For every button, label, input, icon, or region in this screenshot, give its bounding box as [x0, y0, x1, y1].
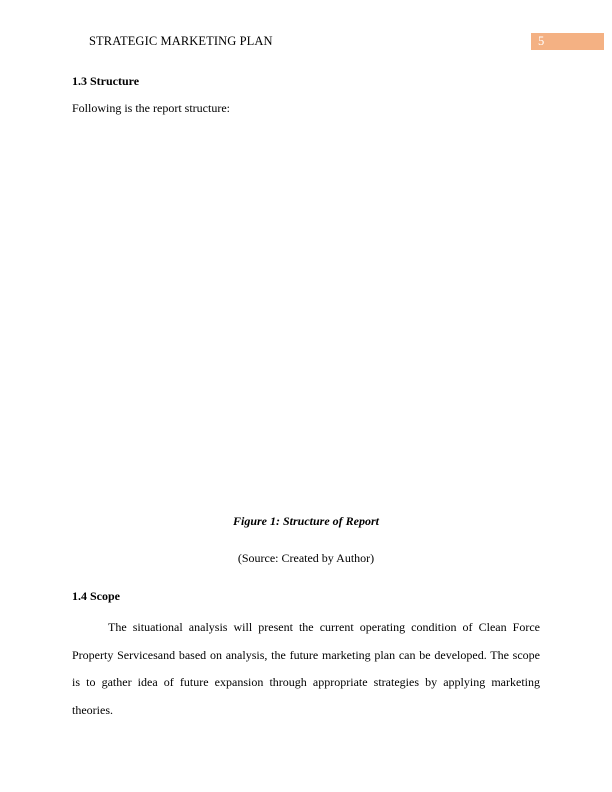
page-number-badge	[531, 33, 604, 50]
section-heading-structure: 1.3 Structure	[72, 74, 140, 88]
scope-paragraph-line: The situational analysis will present the current operating condition of Clean Force	[108, 620, 540, 634]
structure-intro-text: Following is the report structure:	[72, 101, 230, 115]
running-head-title: STRATEGIC MARKETING PLAN	[89, 34, 273, 48]
scope-paragraph	[72, 614, 540, 724]
figure-placeholder	[72, 122, 540, 508]
scope-paragraph-line: is to gather idea of future expansion through appropriate strategies by applying marketing	[72, 675, 540, 689]
scope-paragraph-line: Property Servicesand based on analysis, the future marketing plan can be developed. The scope	[72, 647, 540, 662]
section-heading-scope: 1.4 Scope	[72, 589, 120, 603]
figure-source: (Source: Created by Author)	[237, 551, 375, 565]
scope-paragraph-line: theories.	[72, 702, 113, 717]
figure-caption: Figure 1: Structure of Report	[232, 514, 379, 528]
page-number: 5	[538, 34, 545, 48]
